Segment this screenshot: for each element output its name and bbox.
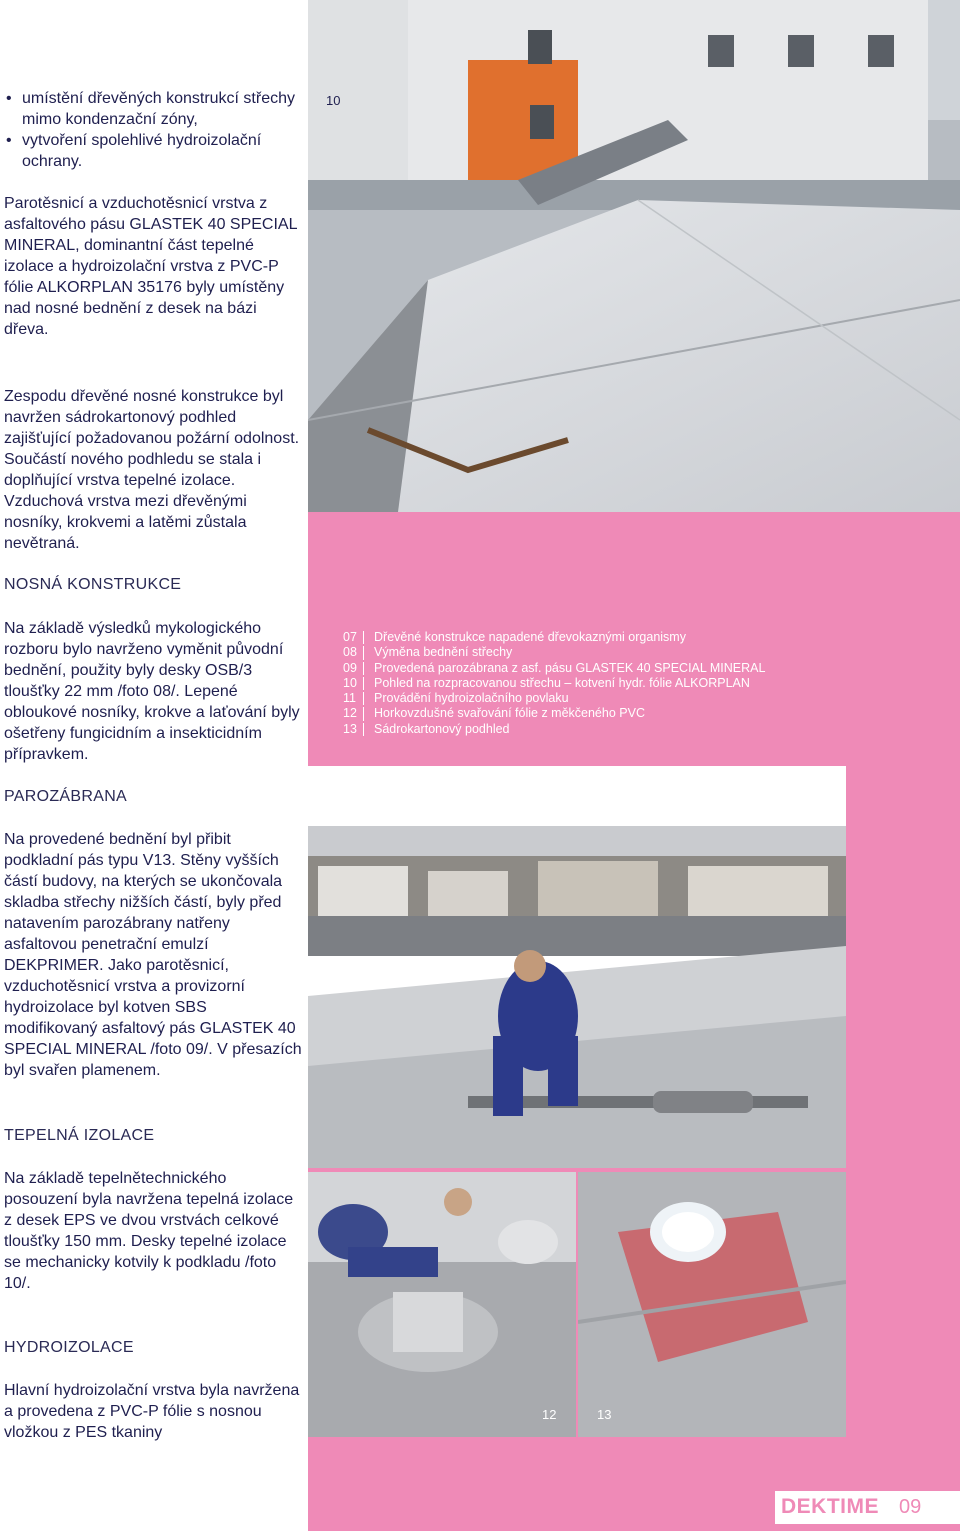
photo-number-12: 12 [542,1407,557,1422]
caption-number: 12 [343,706,357,721]
caption-row [343,645,943,660]
photo-worker-roof [308,766,846,1168]
footer-brand [775,1491,960,1524]
heading-nosna-konstrukce: NOSNÁ KONSTRUKCE [4,576,182,593]
caption-text: Horkovzdušné svařování fólie z měkčeného PVC [374,706,645,721]
caption-text: Pohled na rozpracovanou střechu – kotvení hydr. fólie ALKORPLAN [374,675,750,690]
caption-row [343,706,943,721]
paragraph-tepelna: Na základě tepelnětechnického posouzení byla navržena tepelná izolace z desek EPS ve dvou vrstvách celkové tloušťky 150 mm. Desky tepelné izolace se mechanicky kotvily k podkladu /foto 10/. [4,1170,294,1292]
paragraph-vrstvy: Parotěsnicí a vzduchotěsnicí vrstva z asfaltového pásu GLASTEK 40 SPECIAL MINERAL, dominantní část tepelné izolace a hydroizolační vrstva z PVC-P fólie ALKORPLAN 35176 byly umístěny nad nosné bednění z desek na bázi dřeva. [4,195,297,338]
heading-tepelna-izolace: TEPELNÁ IZOLACE [4,1127,155,1144]
paragraph-nosna: Na základě výsledků mykologického rozboru bylo navrženo vyměnit původní bednění, použity byly desky OSB/3 tloušťky 22 mm /foto 08/. Lepené obloukové nosníky, krokve a laťování byly ošetřeny fungicidním a insekticidním přípravkem. [4,620,300,763]
caption-number: 13 [343,721,357,736]
caption-number: 11 [343,691,356,706]
bullet-list [4,88,304,172]
brand-logo: DEKTIME [781,1495,879,1518]
caption-row [343,722,943,737]
caption-text: Dřevěné konstrukce napadené dřevokaznými organismy [374,630,686,644]
caption-row [343,691,943,706]
paragraph-parozabrana: Na provedené bednění byl přibit podkladní pás typu V13. Stěny vyšších částí budovy, na kterých se ukončovala skladba střechy nižších částí, byly před natavením parozábrany natřeny asfaltovou penetrační emulzí DEKPRIMER. Jako parotěsnicí, vzduchotěsnicí vrstva a provizorní hydroizolace byl kotven SBS modifikovaný asfaltový pás GLASTEK 40 SPECIAL MINERAL /foto 09/. V přesazích byl svařen plamenem. [4,831,302,1079]
photo-ceiling [578,1172,846,1437]
caption-row [343,661,943,676]
heading-parozabrana: PAROZÁBRANA [4,788,128,805]
caption-text: Výměna bednění střechy [374,645,513,660]
caption-number: 09 [343,660,357,675]
caption-number: 10 [343,675,357,690]
caption-number: 07 [343,630,357,644]
caption-row [343,676,943,691]
caption-text: Sádrokartonový podhled [374,721,510,736]
caption-text: Provádění hydroizolačního povlaku [374,691,569,706]
photo-captions [343,630,943,737]
paragraph-podhled: Zespodu dřevěné nosné konstrukce byl navržen sádrokartonový podhled zajišťující požadovanou požární odolnost. Součástí nového podhledu se stala i doplňující vrstva tepelné izolace. Vzduchová vrstva mezi dřevěnými nosníky, krokvemi a latěmi zůstala nevětraná. [4,388,300,552]
page-number: 09 [899,1496,922,1518]
caption-number: 08 [343,645,357,660]
paragraph-hydroizolace: Hlavní hydroizolační vrstva byla navržena a provedena z PVC-P fólie s nosnou vložkou z PES tkaniny [4,1382,300,1441]
photo-welding [308,1172,576,1437]
caption-text: Provedená parozábrana z asf. pásu GLASTEK 40 SPECIAL MINERAL [374,660,766,675]
bullet-item: • umístění dřevěných konstrukcí střechy mimo kondenzační zóny, [4,88,304,130]
caption-row [343,630,943,645]
photo-number-13: 13 [597,1407,612,1422]
photo-number-10: 10 [326,93,341,108]
bullet-item: • vytvoření spolehlivé hydroizolační ochrany. [4,130,304,172]
photo-roof-overview [308,0,960,512]
heading-hydroizolace: HYDROIZOLACE [4,1339,134,1356]
